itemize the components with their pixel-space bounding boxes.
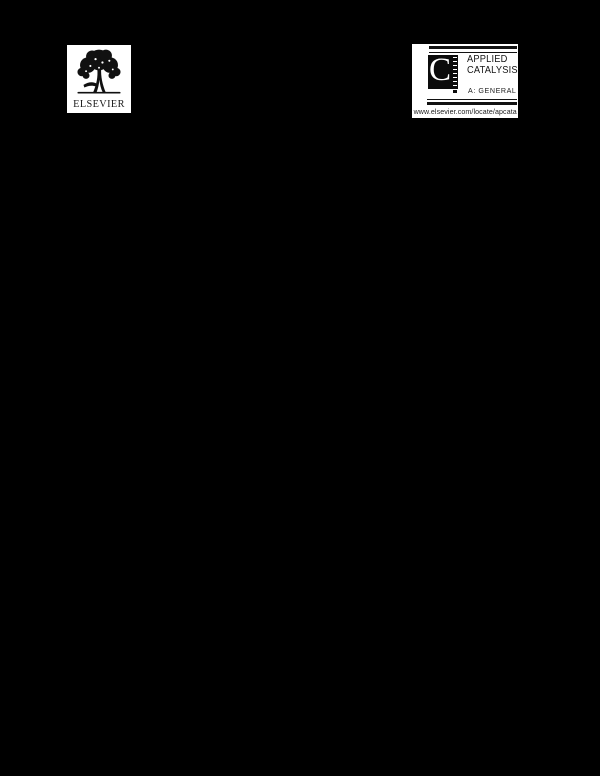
elsevier-tree-icon	[73, 47, 125, 97]
journal-title-line1: APPLIED	[467, 54, 508, 65]
journal-monogram-badge	[428, 52, 458, 89]
bottom-rule-thin	[427, 99, 517, 100]
journal-title	[467, 55, 518, 76]
journal-title-line2: CATALYSIS	[467, 64, 518, 76]
elsevier-logo	[67, 45, 131, 113]
journal-url: www.elsevier.com/locate/apcata	[413, 106, 517, 116]
monogram-side-text-strip	[453, 56, 457, 93]
top-rule-thick	[429, 46, 517, 49]
journal-monogram: C	[429, 52, 452, 88]
bottom-rule-thick	[427, 102, 517, 105]
journal-logo	[412, 44, 518, 118]
elsevier-wordmark: ELSEVIER	[73, 99, 125, 110]
journal-subtitle: A: GENERAL	[468, 86, 517, 95]
